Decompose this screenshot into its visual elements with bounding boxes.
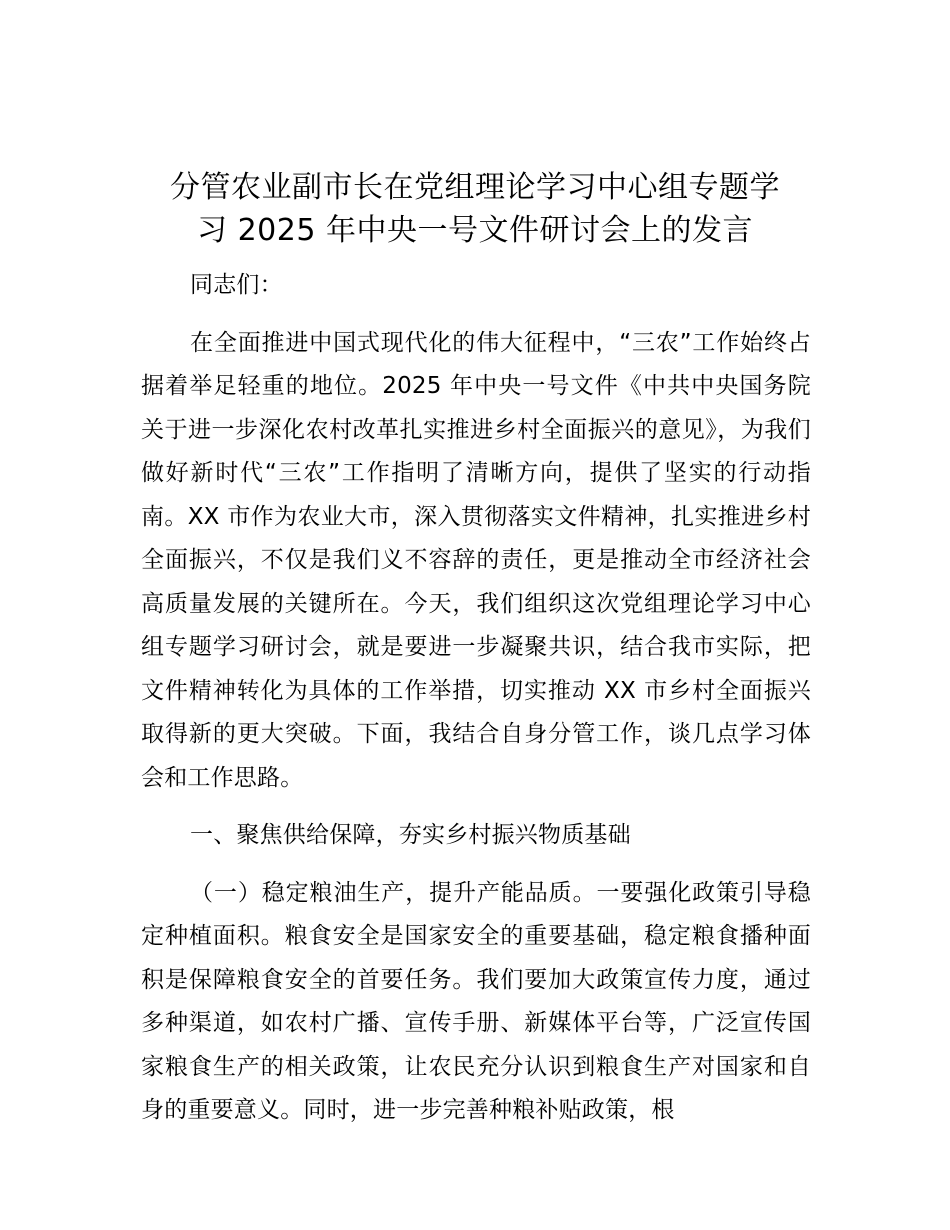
document-title (140, 166, 810, 252)
salutation: 同志们： (190, 272, 283, 298)
title-line-2: 习 2025 年中央一号文件研讨会上的发言 (197, 213, 753, 248)
section-heading: 一、聚焦供给保障，夯实乡村振兴物质基础 (190, 822, 631, 848)
document-body (141, 264, 811, 1133)
title-line-1: 分管农业副市长在党组理论学习中心组专题学 (170, 170, 780, 205)
subsection-paragraph: （一）稳定粮油生产，提升产能品质。一要强化政策引导稳定种植面积。粮食安全是国家安全的重要基础，稳定粮食播种面积是保障粮食安全的首要任务。我们要加大政策宣传力度，通过多种渠道，如农村广播、宣传手册、新媒体平台等，广泛宣传国家粮食生产的相关政策，让农民充分认识到粮食生产对国家和自身的重要意义。同时，进一步完善种粮补贴政策，根 (141, 879, 811, 1123)
intro-paragraph: 在全面推进中国式现代化的伟大征程中，“三农”工作始终占据着举足轻重的地位。2025 年中央一号文件《中共中央国务院关于进一步深化农村改革扎实推进乡村全面振兴的意见》，为我们做好新时代“三农”工作指明了清晰方向，提供了坚实的行动指南。XX 市作为农业大市，深入贯彻落实文件精神，扎实推进乡村全面振兴，不仅是我们义不容辞的责任，更是推动全市经济社会高质量发展的关键所在。今天，我们组织这次党组理论学习中心组专题学习研讨会，就是要进一步凝聚共识，结合我市实际，把文件精神转化为具体的工作举措，切实推动 XX 市乡村全面振兴取得新的更大突破。下面，我结合自身分管工作，谈几点学习体会和工作思路。 (141, 329, 811, 791)
